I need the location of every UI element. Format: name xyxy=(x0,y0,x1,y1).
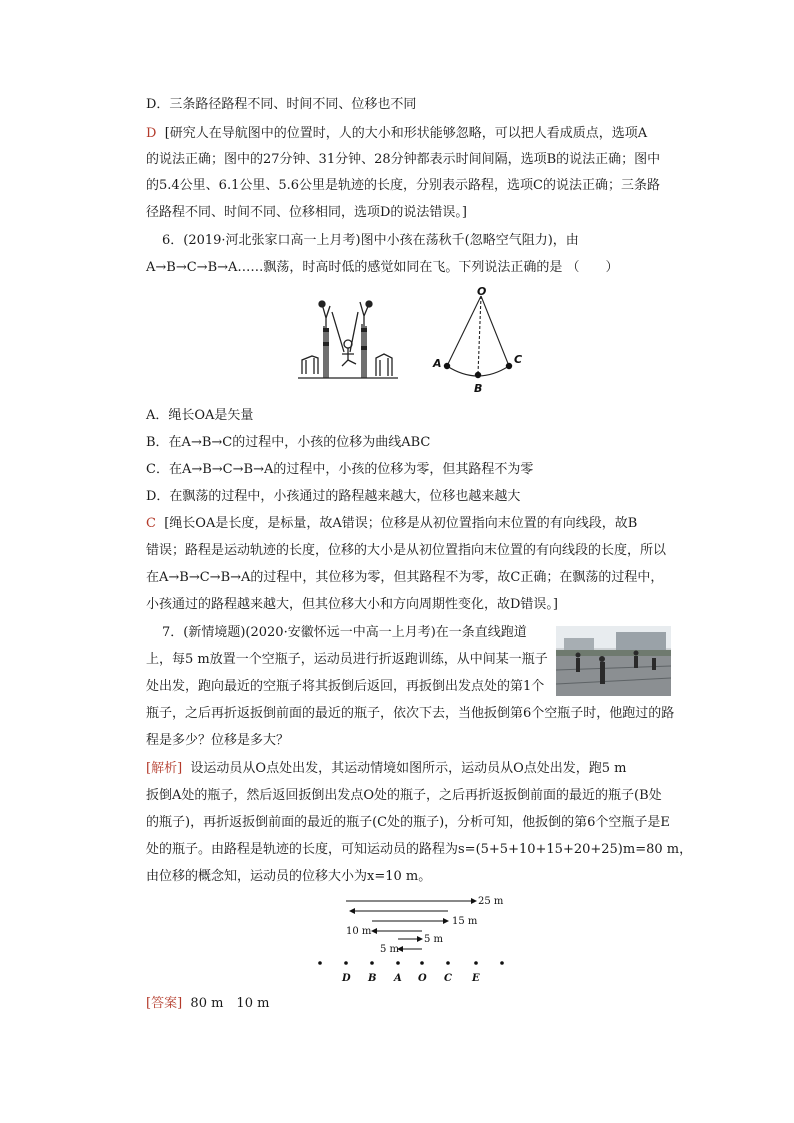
q7-analysis-text-1: 设运动员从O点处出发，其运动情境如图所示，运动员从O点处出发，跑5 m xyxy=(190,761,627,776)
bottle-dot-o xyxy=(420,961,424,965)
q5-explanation-line-3: 的5.4公里、6.1公里、5.6公里是轨迹的长度，分别表示路程，选项C的说法正确；三条路 xyxy=(146,178,660,193)
q7-stem-line-1: 7．(新情境题)(2020·安徽怀远一中高一上月考)在一条直线跑道 xyxy=(162,625,527,640)
label-10m: 10 m xyxy=(346,926,372,937)
point-b-dot xyxy=(475,372,481,378)
point-label-a: A xyxy=(394,973,402,984)
rope-oc xyxy=(481,296,509,366)
q7-stem-line-5: 程是多少？位移是多大？ xyxy=(146,733,290,748)
bottle-dot-c xyxy=(446,961,450,965)
q6-stem-line-1: 6．(2019·河北张家口高一上月考)图中小孩在荡秋千(忽略空气阻力)，由 xyxy=(162,233,579,248)
point-label-o: O xyxy=(418,973,427,984)
q7-analysis-tag: [解析] xyxy=(146,761,183,776)
point-label-d: D xyxy=(342,973,351,984)
q6-option-b: B．在A→B→C的过程中，小孩的位移为曲线ABC xyxy=(146,435,431,450)
q5-explanation-text-1: [研究人在导航图中的位置时，人的大小和形状能够忽略，可以把人看成质点，选项A xyxy=(164,126,648,141)
q6-explanation-line-3: 在A→B→C→B→A的过程中，其位移为零，但其路程不为零，故C正确；在飘荡的过程中， xyxy=(146,570,664,585)
q7-answer-tag: [答案] xyxy=(146,996,183,1011)
bottle-dot-left-1 xyxy=(318,961,322,965)
bottle-dot-d xyxy=(344,961,348,965)
point-a-dot xyxy=(444,363,450,369)
q6-explanation-line-4: 小孩通过的路程越来越大，但其位移大小和方向周期性变化，故D错误。] xyxy=(146,597,558,612)
label-b: B xyxy=(474,382,483,395)
q5-explanation-line-1 xyxy=(146,124,647,144)
point-c-dot xyxy=(506,363,512,369)
q7-analysis-line-5: 由位移的概念知，运动员的位移大小为x=10 m。 xyxy=(146,869,432,884)
point-label-e: E xyxy=(472,973,480,984)
q7-analysis-line-3: 的瓶子)，再折返扳倒前面的最近的瓶子(C处的瓶子)，分析可知，他扳倒的第6个空瓶子是E xyxy=(146,815,670,830)
q5-answer-letter: D xyxy=(146,126,157,141)
point-label-c: C xyxy=(444,973,452,984)
bottle-dot-right-1 xyxy=(500,961,504,965)
q6-explanation-line-2: 错误；路程是运动轨迹的长度，位移的大小是从初位置指向末位置的有向线段的长度，所以 xyxy=(146,543,667,558)
label-a: A xyxy=(433,357,442,370)
q6-answer-letter: C xyxy=(146,516,156,531)
label-c: C xyxy=(514,353,523,366)
q6-option-a: A．绳长OA是矢量 xyxy=(146,408,254,423)
label-15m: 15 m xyxy=(452,916,478,927)
q7-analysis-line-2: 扳倒A处的瓶子，然后返回扳倒出发点O处的瓶子，之后再折返扳倒前面的最近的瓶子(B处 xyxy=(146,788,662,803)
bottle-dot-b xyxy=(370,961,374,965)
bottle-dot-e xyxy=(474,961,478,965)
displacement-diagram xyxy=(300,893,540,985)
q6-stem-line-2: A→B→C→B→A……飘荡，时高时低的感觉如同在飞。下列说法正确的是 （ ） xyxy=(146,260,619,275)
label-5m-a: 5 m xyxy=(424,934,444,945)
q5-option-d: D．三条路径路程不同、时间不同、位移也不同 xyxy=(146,97,417,112)
bottle-dot-a xyxy=(396,961,400,965)
rope-ob-dashed xyxy=(478,296,481,374)
q6-explanation-line-1 xyxy=(146,514,637,534)
label-o: O xyxy=(477,286,487,298)
label-25m: 25 m xyxy=(478,896,504,907)
rope-oa xyxy=(447,296,481,366)
pendulum-diagram xyxy=(425,286,535,398)
q7-answer-value: 80 m 10 m xyxy=(190,996,270,1011)
q5-explanation-line-4: 径路程不同、时间不同、位移相同，选项D的说法错误。] xyxy=(146,205,467,220)
q7-analysis-line-1 xyxy=(146,759,626,779)
q7-stem-line-3: 处出发，跑向最近的空瓶子将其扳倒后返回，再扳倒出发点处的第1个 xyxy=(146,679,545,694)
track-photo xyxy=(556,626,671,696)
swing-illustration xyxy=(298,298,398,382)
q7-stem-line-2: 上，每5 m放置一个空瓶子，运动员进行折返跑训练，从中间某一瓶子 xyxy=(146,652,548,667)
q6-option-c: C．在A→B→C→B→A的过程中，小孩的位移为零，但其路程不为零 xyxy=(146,462,534,477)
label-5m-b: 5 m xyxy=(380,944,400,955)
q6-option-d: D．在飘荡的过程中，小孩通过的路程越来越大，位移也越来越大 xyxy=(146,489,521,504)
q6-explanation-text-1: [绳长OA是长度，是标量，故A错误；位移是从初位置指向末位置的有向线段，故B xyxy=(164,516,638,531)
q7-analysis-line-4: 处的瓶子。由路程是轨迹的长度，可知运动员的路程为s=(5+5+10+15+20+25)m=80 m， xyxy=(146,842,693,857)
q5-explanation-line-2: 的说法正确；图中的27分钟、31分钟、28分钟都表示时间间隔，选项B的说法正确；图中 xyxy=(146,152,661,167)
q7-answer-line xyxy=(146,994,269,1014)
point-label-b: B xyxy=(368,973,377,984)
q7-stem-line-4: 瓶子，之后再折返扳倒前面的最近的瓶子，依次下去，当他扳倒第6个空瓶子时，他跑过的路 xyxy=(146,706,675,721)
